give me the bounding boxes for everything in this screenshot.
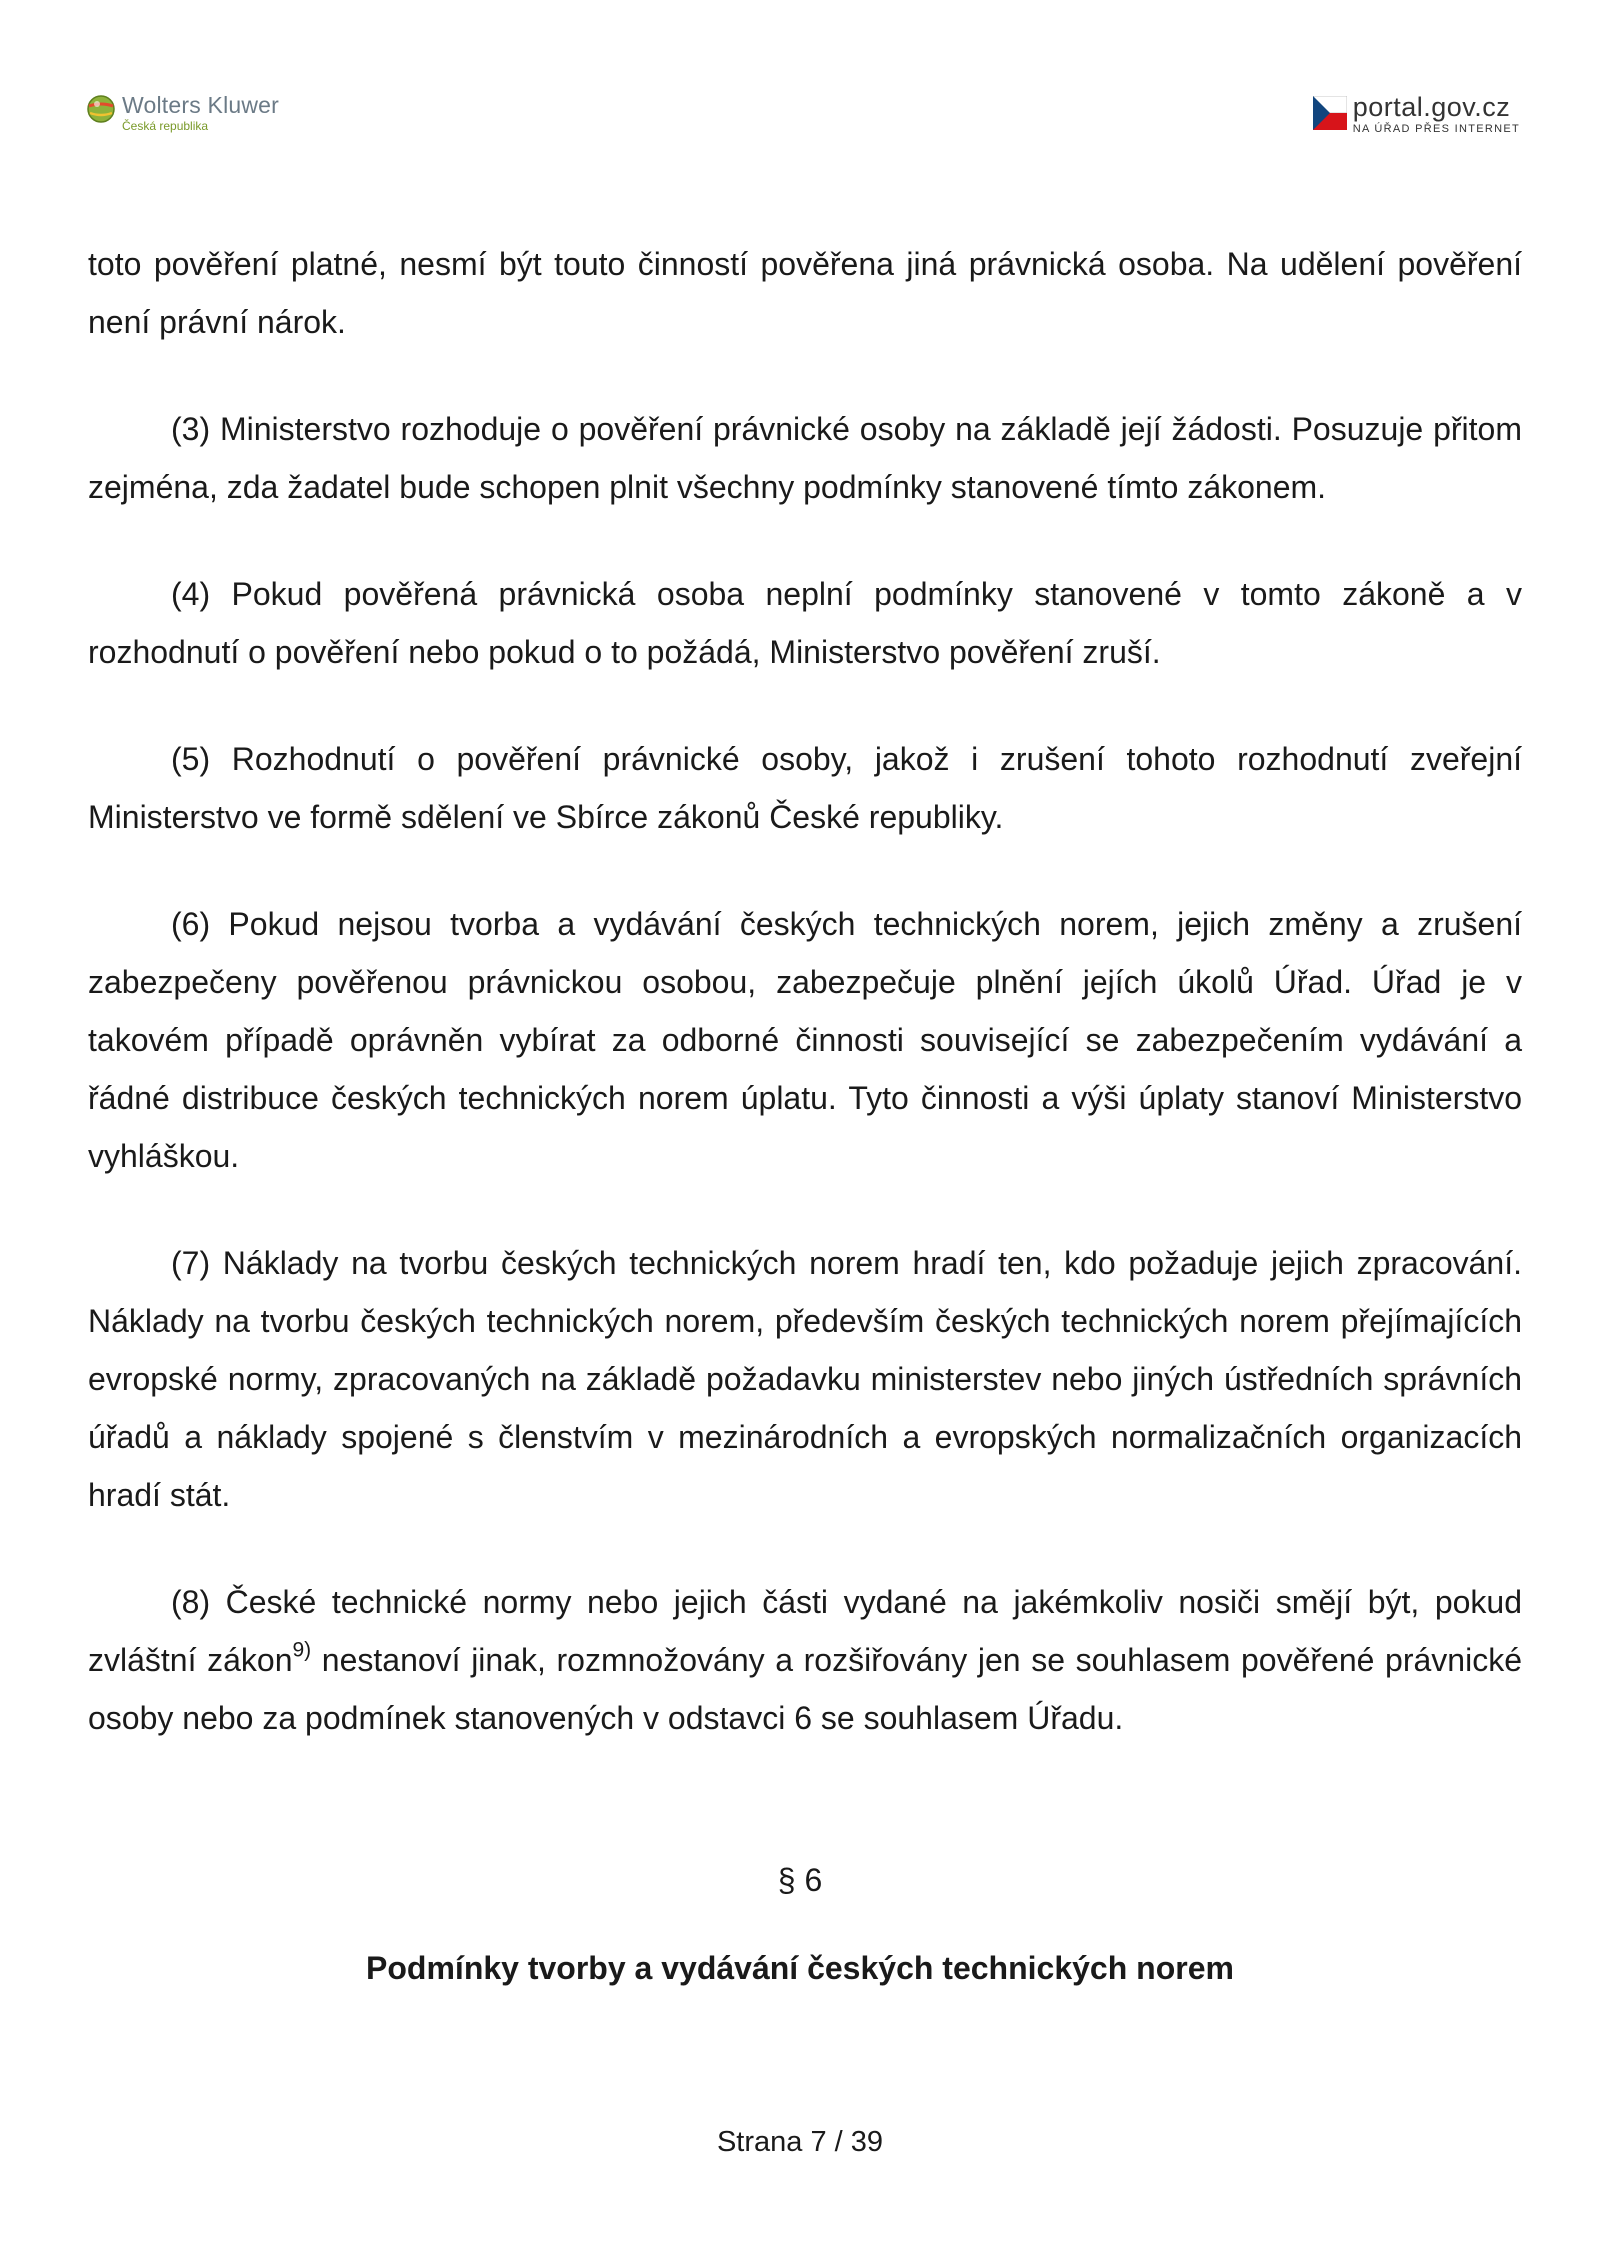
portal-name: portal.gov.cz — [1352, 92, 1511, 122]
portal-gov-logo — [1313, 94, 1520, 135]
czech-flag-icon — [1313, 96, 1347, 130]
wolters-kluwer-logo — [86, 94, 279, 132]
portal-tagline: NA ÚŘAD PŘES INTERNET — [1352, 123, 1520, 135]
page-footer: Strana 7 / 39 — [716, 2126, 884, 2158]
wolters-kluwer-name: Wolters Kluwer — [122, 92, 280, 118]
page-header — [0, 88, 1600, 158]
paragraph-8 — [88, 1573, 1522, 1747]
document-body — [88, 235, 1522, 1796]
paragraph-8-text-start: (8) České technické normy nebo jejich části vydané na jakémkoliv nosiči smějí být, pokud zvláštní zákon — [88, 1584, 1522, 1678]
footnote-reference: 9) — [292, 1638, 312, 1662]
section-number: § 6 — [777, 1862, 823, 1898]
paragraph-5: (5) Rozhodnutí o pověření právnické osoby, jakož i zrušení tohoto rozhodnutí zveřejní Ministerstvo ve formě sdělení ve Sbírce zákonů České republiky. — [88, 741, 1522, 835]
paragraph-8-text-end: nestanoví jinak, rozmnožovány a rozšiřovány jen se souhlasem pověřené právnické osoby nebo za podmínek stanovených v odstavci 6 se souhlasem Úřadu. — [88, 1642, 1523, 1736]
paragraph-6: (6) Pokud nejsou tvorba a vydávání českých technických norem, jejich změny a zrušení zabezpečeny pověřenou právnickou osobou, zabezpečuje plnění jejích úkolů Úřad. Úřad je v takovém případě oprávněn vybírat za odborné činnosti související se zabezpečením vydávání a řádné distribuce českých technických norem úplatu. Tyto činnosti a výši úplaty stanoví Ministerstvo vyhláškou. — [88, 906, 1522, 1174]
paragraph-7: (7) Náklady na tvorbu českých technických norem hradí ten, kdo požaduje jejich zpracování. Náklady na tvorbu českých technických norem, především českých technických norem přejímajících evropské normy, zpracovaných na základě požadavku ministerstev nebo jiných ústředních správních úřadů a náklady spojené s členstvím v mezinárodních a evropských normalizačních organizacích hradí stát. — [88, 1245, 1522, 1513]
paragraph-4: (4) Pokud pověřená právnická osoba neplní podmínky stanovené v tomto zákoně a v rozhodnutí o pověření nebo pokud o to požádá, Ministerstvo pověření zruší. — [88, 576, 1522, 670]
paragraph-3: (3) Ministerstvo rozhoduje o pověření právnické osoby na základě její žádosti. Posuzuje přitom zejména, zda žadatel bude schopen plnit všechny podmínky stanovené tímto zákonem. — [88, 411, 1522, 505]
section-title: Podmínky tvorby a vydávání českých technických norem — [366, 1950, 1234, 1986]
wolters-kluwer-sub: Česká republika — [122, 119, 209, 133]
globe-icon — [86, 94, 116, 124]
paragraph-continuation: toto pověření platné, nesmí být touto činností pověřena jiná právnická osoba. Na udělení pověření není právní nárok. — [88, 246, 1522, 340]
